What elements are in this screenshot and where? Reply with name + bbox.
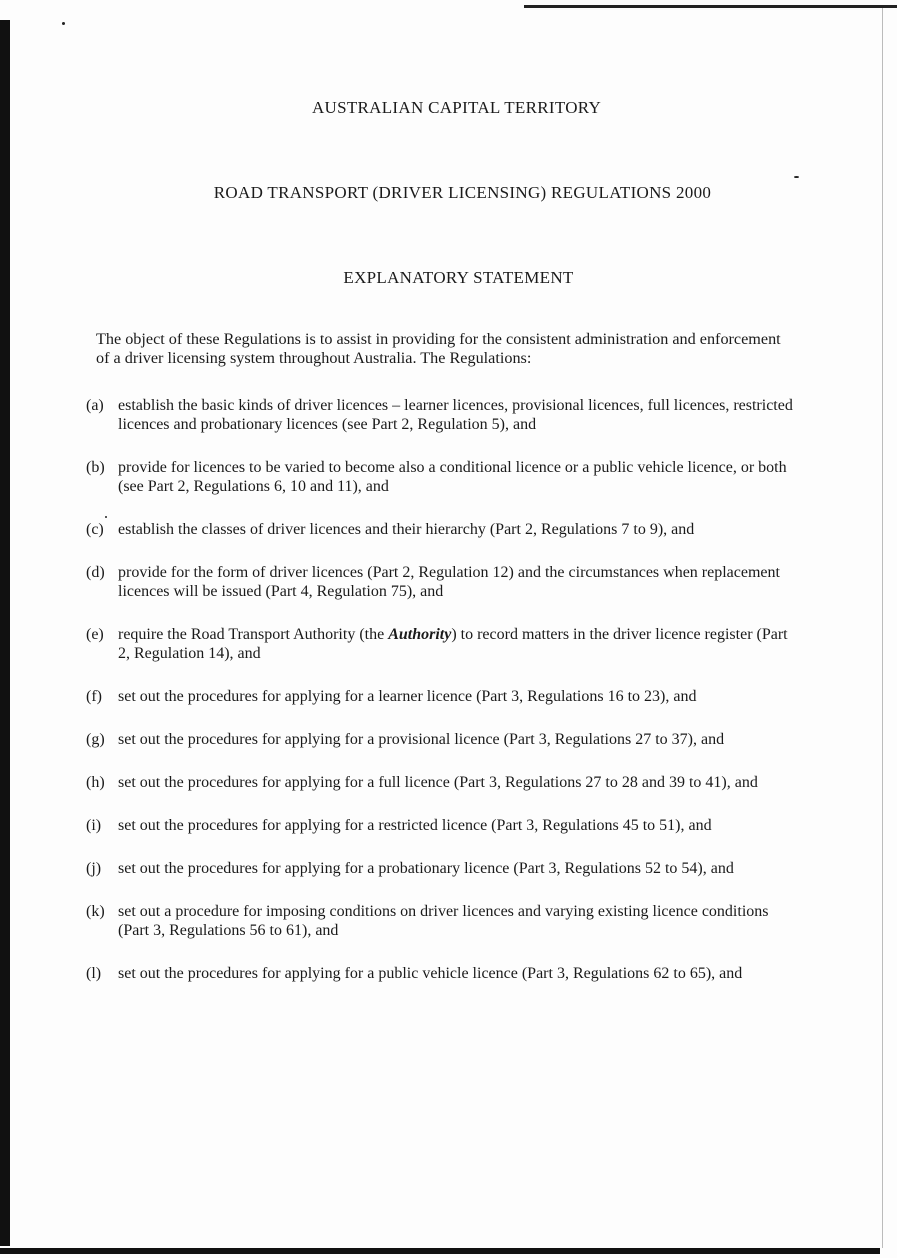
list-item — [86, 816, 798, 835]
item-label: (a) — [86, 397, 104, 414]
item-text: set out the procedures for applying for a restricted licence (Part 3, Regulations 45 to 51), and — [118, 817, 712, 834]
list-item — [86, 902, 798, 940]
item-label: (i) — [86, 817, 102, 834]
list-item — [86, 730, 798, 749]
item-text: provide for licences to be varied to become also a conditional licence or a public vehicle licence, or both (see Part 2, Regulations 6, 10 and 11), and — [118, 459, 787, 495]
document-subtitle: EXPLANATORY STATEMENT — [343, 268, 574, 287]
item-text: establish the basic kinds of driver licences – learner licences, provisional licences, full licences, restricted licences and probationary licences (see Part 2, Regulation 5), and — [118, 397, 793, 433]
intro-paragraph: The object of these Regulations is to assist in providing for the consistent administration and enforcement of a driver licensing system throughout Australia. The Regulations: — [96, 330, 781, 367]
item-text: set out the procedures for applying for a learner licence (Part 3, Regulations 16 to 23), and — [118, 688, 697, 705]
item-text-after: ) to record matters in the driver licence register (Part 2, Regulation 14), and — [118, 626, 788, 662]
item-label: (e) — [86, 626, 104, 643]
item-label: (h) — [86, 774, 105, 791]
item-label: (l) — [86, 965, 102, 982]
list-item — [86, 458, 798, 496]
jurisdiction-heading: AUSTRALIAN CAPITAL TERRITORY — [311, 98, 602, 117]
list-item — [86, 396, 798, 434]
scan-edge-bottom — [0, 1248, 880, 1254]
document-title: ROAD TRANSPORT (DRIVER LICENSING) REGULATIONS 2000 — [213, 183, 712, 202]
authority-term: Authority — [388, 626, 452, 643]
item-label: (k) — [86, 903, 105, 920]
list-item — [86, 563, 798, 601]
item-text — [118, 625, 798, 663]
item-label: (b) — [86, 459, 105, 476]
scan-speck — [62, 22, 65, 25]
item-text: set out the procedures for applying for a probationary licence (Part 3, Regulations 52 to 54), and — [118, 860, 734, 877]
item-text: set out a procedure for imposing conditions on driver licences and varying existing licence conditions (Part 3, Regulations 56 to 61), and — [118, 903, 769, 939]
item-label: (d) — [86, 564, 105, 581]
list-item — [86, 625, 798, 663]
scan-edge-left — [0, 20, 10, 1246]
scan-speck — [794, 176, 799, 178]
item-label: (f) — [86, 688, 102, 705]
item-text-before: require the Road Transport Authority (the — [118, 626, 389, 643]
item-label: (g) — [86, 731, 105, 748]
list-item — [86, 964, 798, 983]
item-text: set out the procedures for applying for a provisional licence (Part 3, Regulations 27 to 37), and — [118, 731, 725, 748]
list-item — [86, 859, 798, 878]
regulation-list — [86, 396, 798, 1007]
item-text: establish the classes of driver licences and their hierarchy (Part 2, Regulations 7 to 9), and — [118, 521, 695, 538]
scan-edge-top — [524, 5, 897, 8]
item-label: (c) — [86, 521, 104, 538]
item-text: provide for the form of driver licences (Part 2, Regulation 12) and the circumstances when replacement licences will be issued (Part 4, Regulation 75), and — [118, 564, 780, 600]
item-text: set out the procedures for applying for a public vehicle licence (Part 3, Regulations 62 to 65), and — [118, 965, 743, 982]
list-item — [86, 520, 798, 539]
list-item — [86, 687, 798, 706]
item-label: (j) — [86, 860, 102, 877]
item-text: set out the procedures for applying for a full licence (Part 3, Regulations 27 to 28 and 39 to 41), and — [118, 774, 758, 791]
list-item — [86, 773, 798, 792]
